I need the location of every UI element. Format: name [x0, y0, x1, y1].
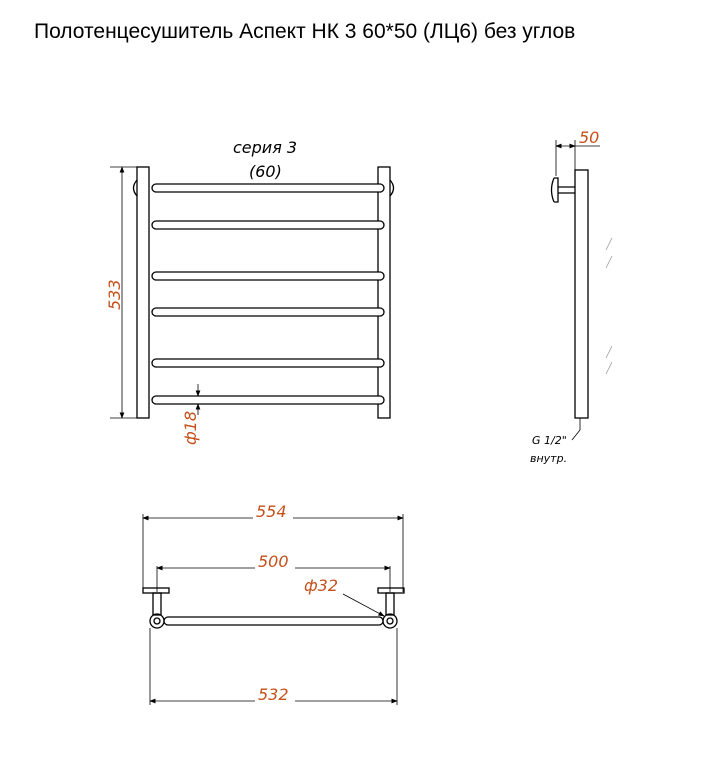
thread-sub-label: внутр.	[530, 452, 568, 465]
overall-dimension-label: 554	[256, 502, 287, 521]
pipe-diameter-label: ф32	[304, 576, 339, 595]
side-riser	[575, 170, 588, 418]
front-view	[105, 138, 394, 445]
drawing-title: Полотенцесушитель Аспект НК 3 60*50 (ЛЦ6) без углов	[34, 20, 576, 43]
height-dimension-label: 533	[105, 279, 124, 310]
series-sub-label: (60)	[249, 162, 282, 181]
side-view	[530, 128, 612, 465]
left-riser	[137, 167, 149, 418]
left-pipe-cap	[150, 614, 164, 628]
width-dimension-label: 532	[258, 685, 289, 704]
left-wall-plate	[143, 588, 169, 593]
wall-hatch	[606, 238, 612, 374]
thread-leader	[572, 418, 580, 440]
top-view	[143, 502, 404, 705]
crossbars	[152, 184, 384, 404]
thread-label: G 1/2"	[532, 434, 567, 447]
tube-diameter-label: ф18	[181, 410, 200, 445]
center-dimension-label: 500	[258, 552, 289, 571]
wall-flange	[552, 178, 559, 202]
series-label: серия 3	[233, 138, 298, 157]
top-crossbar	[164, 617, 383, 625]
right-riser	[378, 167, 390, 418]
right-wall-plate	[378, 588, 404, 593]
depth-dimension-label: 50	[579, 128, 600, 147]
right-pipe-cap	[383, 614, 397, 628]
